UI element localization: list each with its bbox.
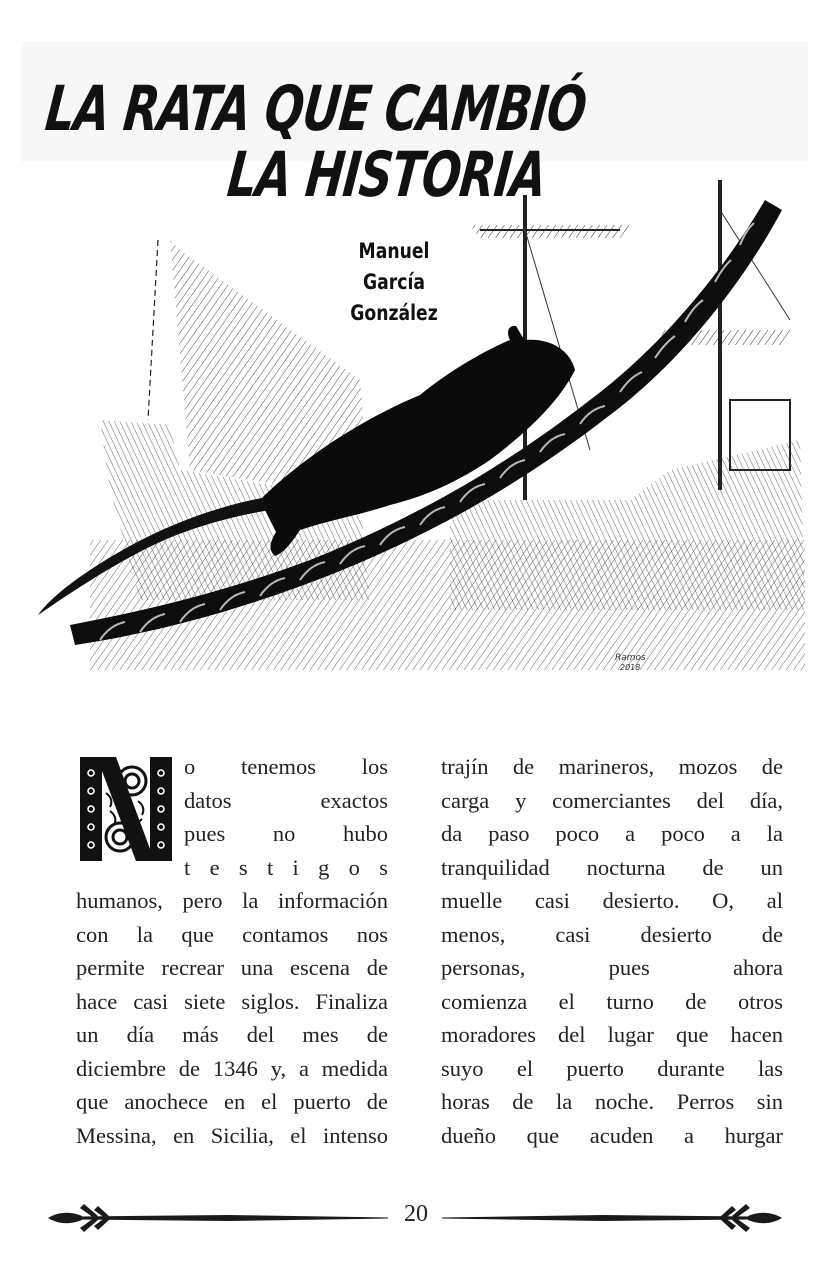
paragraph-line: con la que contamos nos — [76, 921, 388, 947]
paragraph-line: dueño que acuden a hurgar — [441, 1122, 783, 1148]
article-title-line-1: LA RATA QUE CAMBIÓ — [42, 72, 590, 145]
paragraph-line: menos, casi desierto de — [441, 921, 783, 947]
paragraph-line: pues no hubo — [184, 821, 388, 846]
paragraph-line: o tenemos los — [184, 754, 388, 779]
paragraph-line: humanos, pero la información — [76, 888, 388, 913]
paragraph-line: suyo el puerto durante las — [441, 1055, 783, 1081]
paragraph-line: t e s t i g o s — [184, 854, 388, 880]
svg-text:2018: 2018 — [620, 663, 641, 672]
right-arrow-ornament-icon — [442, 1204, 782, 1232]
author-first-name: Manuel — [358, 239, 430, 263]
artist-signature: Ramos — [615, 653, 646, 663]
paragraph-line: trajín de marineros, mozos de — [441, 754, 783, 779]
paragraph-line: un día más del mes de — [76, 1022, 388, 1047]
paragraph-line: hace casi siete siglos. Finaliza — [76, 988, 388, 1014]
paragraph-line: muelle casi desierto. O, al — [441, 888, 783, 913]
author-surname-2: González — [350, 301, 438, 325]
body-column-left — [76, 750, 388, 1152]
paragraph-line: moradores del lugar que hacen — [441, 1022, 783, 1047]
paragraph-line: permite recrear una escena de — [76, 955, 388, 980]
paragraph-line: datos exactos — [184, 787, 388, 813]
paragraph-line: carga y comerciantes del día, — [441, 787, 783, 813]
paragraph-line: que anochece en el puerto de — [76, 1089, 388, 1114]
left-arrow-ornament-icon — [48, 1204, 388, 1232]
page-number: 20 — [404, 1201, 428, 1227]
paragraph-line: comienza el turno de otros — [441, 988, 783, 1014]
paragraph-line: horas de la noche. Perros sin — [441, 1089, 783, 1114]
author-surname-1: García — [363, 270, 425, 294]
paragraph-line: Messina, en Sicilia, el intenso — [76, 1122, 388, 1148]
body-column-right — [441, 750, 783, 1152]
paragraph-line: personas, pues ahora — [441, 955, 783, 980]
author-name — [350, 236, 439, 329]
paragraph-line: tranquilidad nocturna de un — [441, 854, 783, 880]
article-title-line-2: LA HISTORIA — [224, 138, 550, 211]
paragraph-line: da paso poco a poco a la — [441, 821, 783, 846]
paragraph-line: diciembre de 1346 y, a medida — [76, 1055, 388, 1081]
